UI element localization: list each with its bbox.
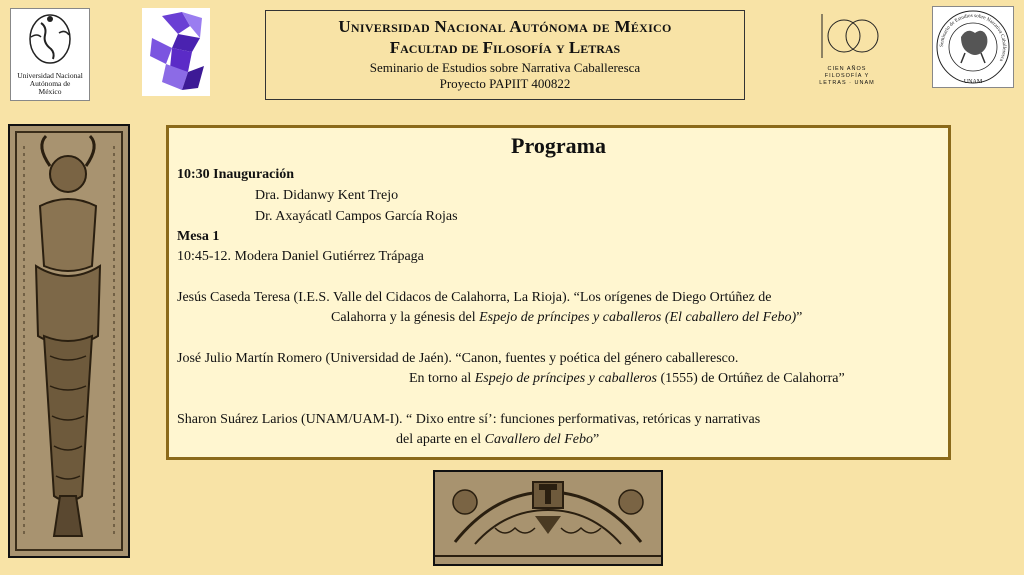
seminario-logo-ring-text: Seminario de Estudios sobre Narrativa Caballeresca bbox=[938, 12, 1008, 63]
unam-logo-line3: México bbox=[38, 87, 62, 96]
mesa-label: Mesa 1 bbox=[177, 229, 220, 244]
unam-logo-line1: Universidad Nacional bbox=[17, 71, 83, 80]
cien-anos-icon bbox=[812, 8, 882, 64]
ornament-engraving bbox=[433, 470, 663, 566]
talk-2-close: (1555) de Ortúñez de Calahorra” bbox=[656, 371, 845, 386]
unam-logo-line2: Autónoma de bbox=[29, 79, 71, 88]
faculty-name: Facultad de Filosofía y Letras bbox=[389, 38, 621, 57]
ornament-icon bbox=[435, 472, 661, 564]
talk-2-book-title: Espejo de príncipes y caballeros bbox=[474, 371, 657, 386]
caryatid-engraving bbox=[8, 124, 130, 558]
talk-1-close: ” bbox=[796, 310, 803, 325]
purple-figure-icon bbox=[142, 8, 210, 96]
talk-3-text: del aparte en el bbox=[396, 432, 485, 447]
seminar-name: Seminario de Estudios sobre Narrativa Caballeresca bbox=[369, 60, 641, 75]
inauguracion-speaker-2: Dr. Axayácatl Campos García Rojas bbox=[255, 209, 458, 224]
talk-2-text: En torno al bbox=[409, 371, 475, 386]
seminario-logo bbox=[932, 6, 1014, 88]
cien-logo-line1: CIEN AÑOS bbox=[827, 66, 867, 72]
unam-logo-text bbox=[11, 72, 89, 96]
university-name: Universidad Nacional Autónoma de México bbox=[338, 17, 672, 36]
talk-1-line-2 bbox=[331, 308, 802, 329]
mesa-moderation: 10:45-12. Modera Daniel Gutiérrez Trápaga bbox=[177, 249, 424, 264]
project-name: Proyecto PAPIIT 400822 bbox=[439, 76, 571, 91]
talk-2-line-1: José Julio Martín Romero (Universidad de Jaén). “Canon, fuentes y poética del género caballeresco. bbox=[177, 351, 739, 366]
cien-logo-line2: FILOSOFÍA Y bbox=[824, 73, 870, 79]
unam-seal-icon bbox=[11, 9, 89, 69]
cien-logo-line3: LETRAS · UNAM bbox=[819, 80, 875, 86]
cien-anos-logo bbox=[812, 8, 882, 90]
purple-figure-logo bbox=[142, 8, 210, 96]
inauguracion-label: 10:30 Inauguración bbox=[177, 167, 295, 182]
talk-3-line-1: Sharon Suárez Larios (UNAM/UAM-I). “ Dixo entre sí’: funciones performativas, retóricas y narrativas bbox=[177, 412, 761, 427]
caryatid-figure-icon bbox=[10, 126, 128, 556]
talk-3-book-title: Cavallero del Febo bbox=[484, 432, 593, 447]
talk-1-line-1: Jesús Caseda Teresa (I.E.S. Valle del Cidacos de Calahorra, La Rioja). “Los orígenes de Diego Ortúñez de bbox=[177, 290, 772, 305]
seminario-seal-icon bbox=[933, 7, 1013, 87]
programa-heading: Programa bbox=[511, 133, 606, 158]
talk-1-text: Calahorra y la génesis del bbox=[331, 310, 480, 325]
talk-3-line-2 bbox=[396, 430, 599, 451]
talk-1-book-title: Espejo de príncipes y caballeros (El caballero del Febo) bbox=[479, 310, 797, 325]
title-box bbox=[265, 10, 745, 100]
programa-panel bbox=[166, 125, 951, 460]
inauguracion-speaker-1: Dra. Didanwy Kent Trejo bbox=[255, 188, 399, 203]
talk-3-close: ” bbox=[592, 432, 600, 447]
seminario-logo-bottom-text: UNAM bbox=[963, 79, 983, 85]
talk-2-line-2 bbox=[409, 369, 845, 390]
unam-logo bbox=[10, 8, 90, 101]
